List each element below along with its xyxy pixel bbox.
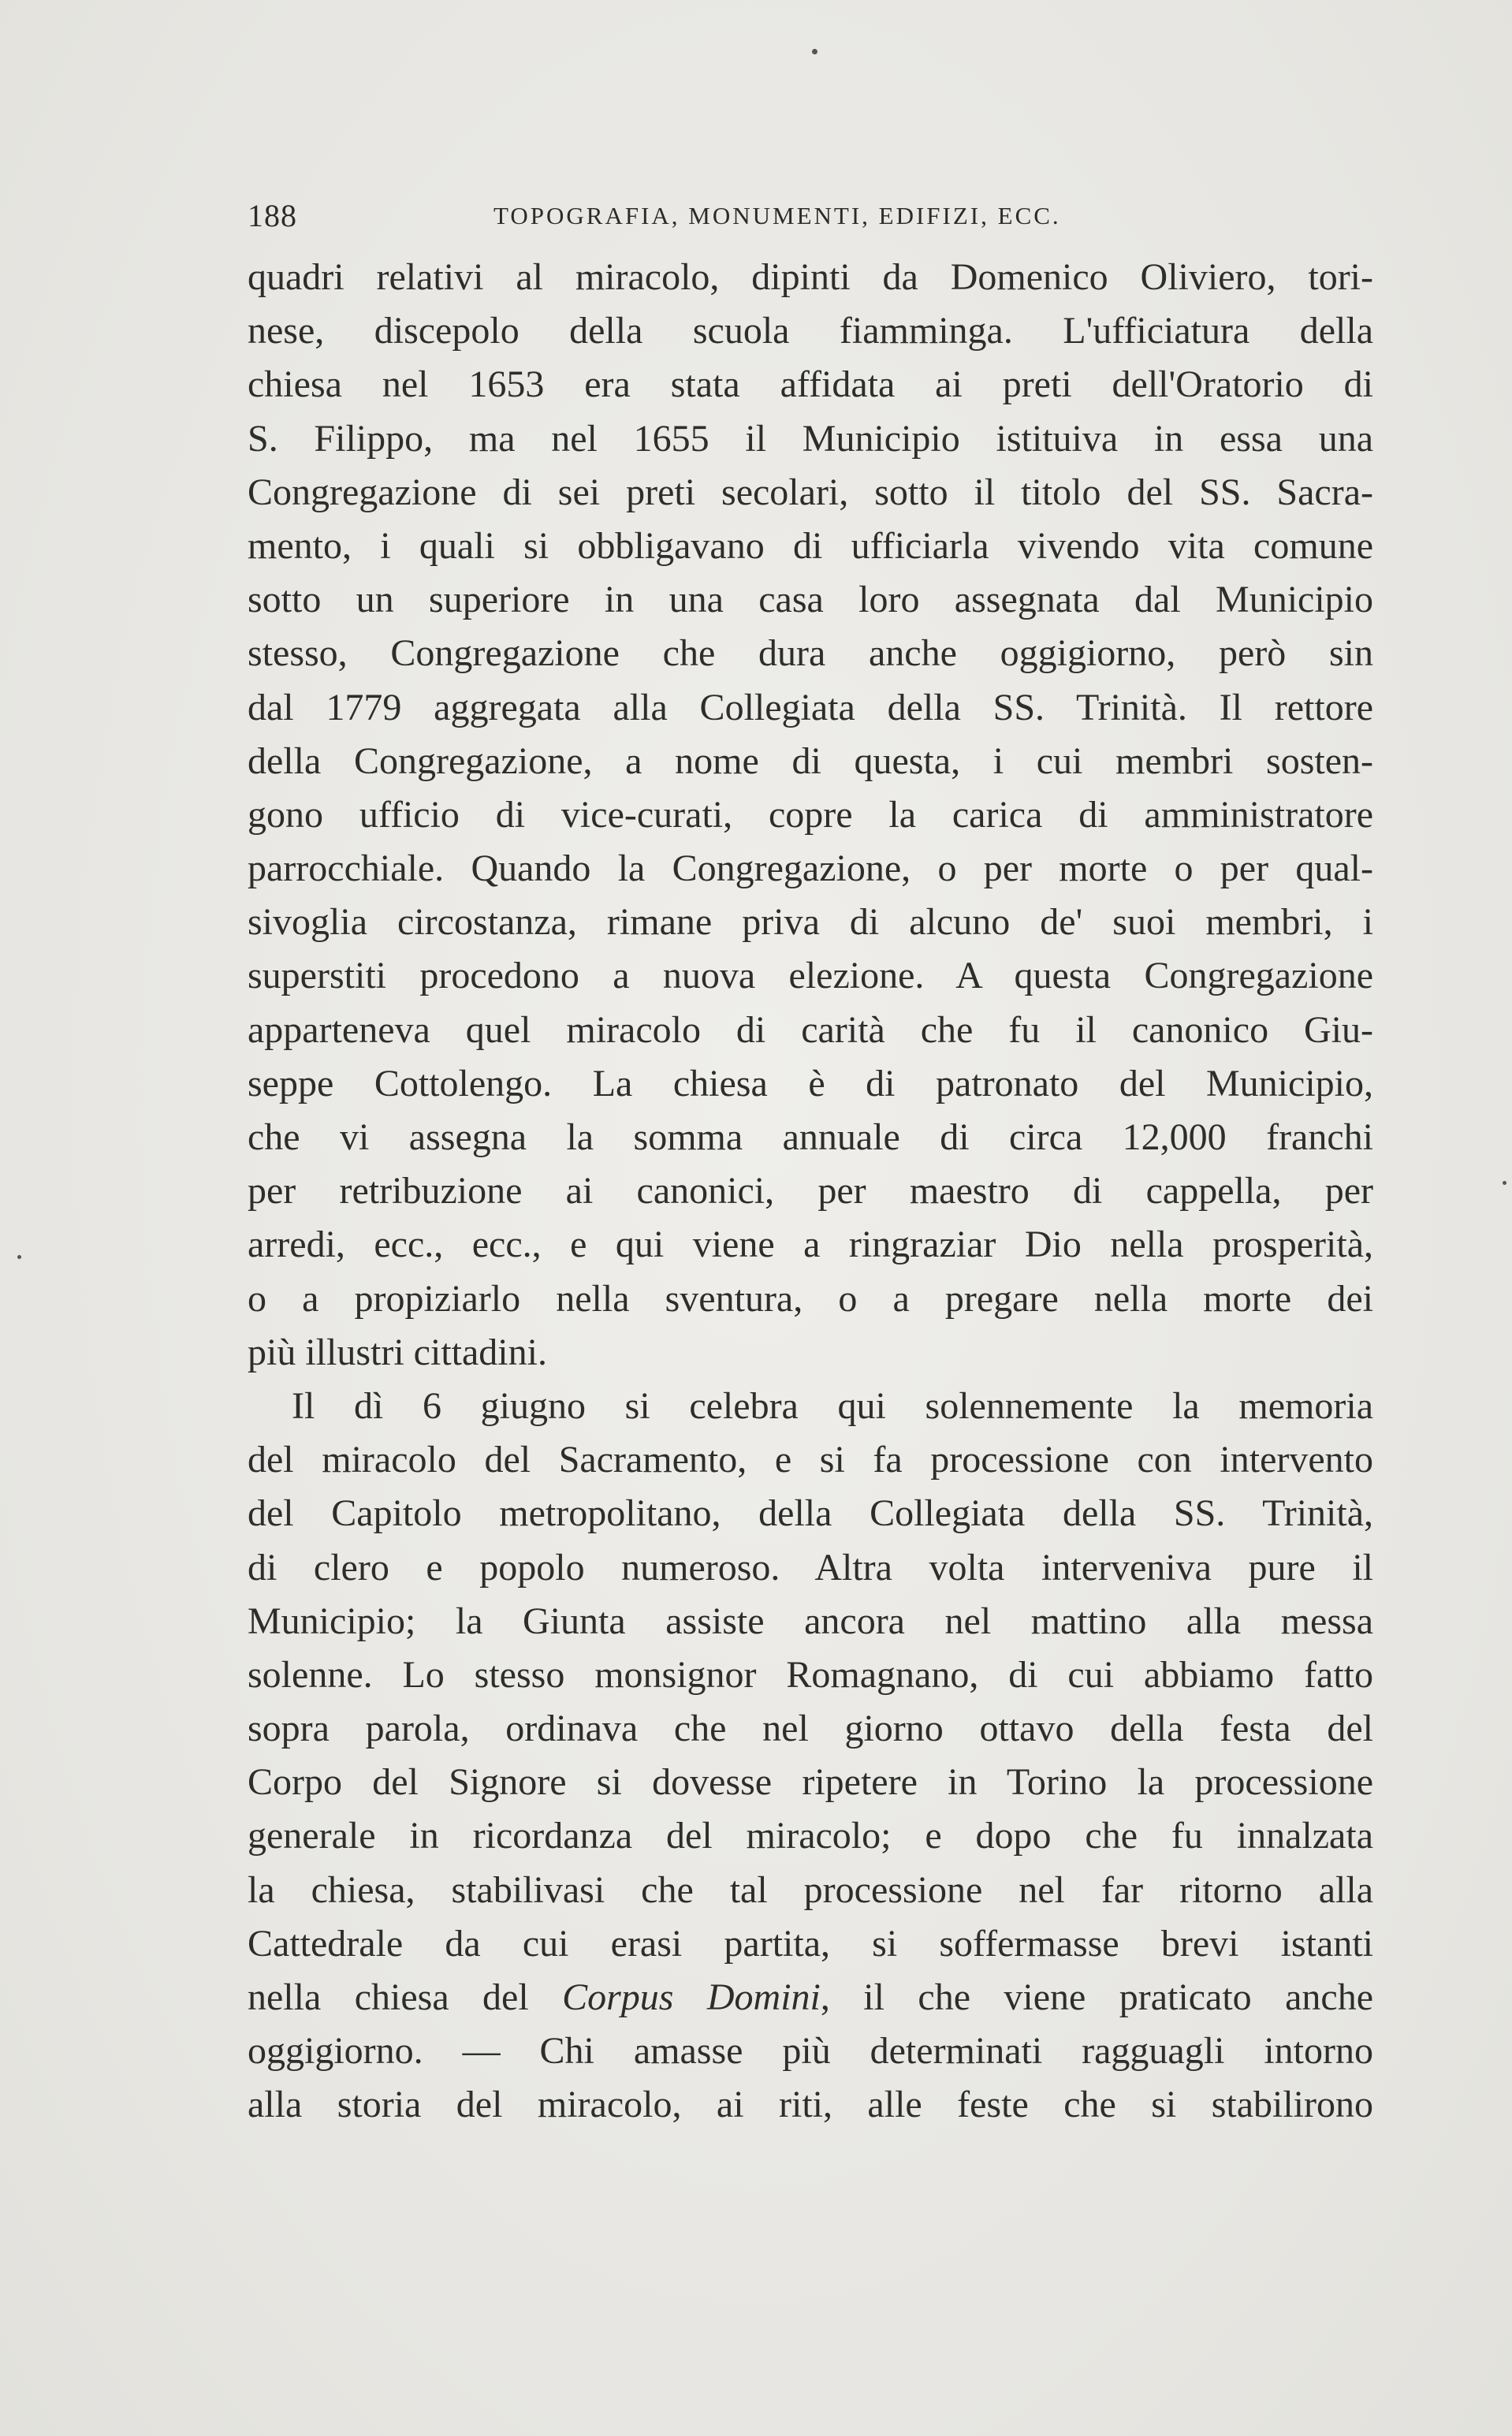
text-line: dal 1779 aggregata alla Collegiata della SS. Trinità. Il rettore bbox=[248, 686, 1373, 728]
running-head bbox=[248, 197, 1373, 237]
text-segment: nella chiesa del bbox=[248, 1976, 563, 2018]
text-line: o a propiziarlo nella sventura, o a pregare nella morte dei bbox=[248, 1277, 1373, 1320]
text-line: che vi assegna la somma annuale di circa 12,000 franchi bbox=[248, 1116, 1373, 1158]
text-line: Municipio; la Giunta assiste ancora nel mattino alla messa bbox=[248, 1600, 1373, 1642]
paper-speck bbox=[17, 1255, 21, 1259]
text-line: sotto un superiore in una casa loro assegnata dal Municipio bbox=[248, 579, 1373, 621]
text-line: gono ufficio di vice-curati, copre la carica di amministratore bbox=[248, 793, 1373, 836]
text-line: stesso, Congregazione che dura anche oggigiorno, però sin bbox=[248, 632, 1373, 675]
text-line: nese, discepolo della scuola fiamminga. L'ufficiatura della bbox=[248, 310, 1373, 352]
text-line: superstiti procedono a nuova elezione. A questa Congregazione bbox=[248, 955, 1373, 997]
text-line: oggigiorno. — Chi amasse più determinati ragguagli intorno bbox=[248, 2030, 1373, 2073]
text-line: alla storia del miracolo, ai riti, alle feste che si stabilirono bbox=[248, 2084, 1373, 2126]
text-line: Congregazione di sei preti secolari, sotto il titolo del SS. Sacra- bbox=[248, 471, 1373, 513]
running-title: TOPOGRAFIA, MONUMENTI, EDIFIZI, ECC. bbox=[493, 202, 1061, 229]
text-line: parrocchiale. Quando la Congregazione, o per morte o per qual- bbox=[248, 847, 1373, 890]
text-line: Cattedrale da cui erasi partita, si soffermasse brevi istanti bbox=[248, 1922, 1373, 1965]
text-line: arredi, ecc., ecc., e qui viene a ringraziar Dio nella prosperità, bbox=[248, 1224, 1373, 1266]
text-line: seppe Cottolengo. La chiesa è di patronato del Municipio, bbox=[248, 1062, 1373, 1104]
text-line: di clero e popolo numeroso. Altra volta interveniva pure il bbox=[248, 1546, 1373, 1589]
text-line: per retribuzione ai canonici, per maestro di cappella, per bbox=[248, 1170, 1373, 1212]
text-line-paragraph-start: Il dì 6 giugno si celebra qui solennemente la memoria bbox=[292, 1384, 1373, 1427]
paper-speck bbox=[812, 49, 817, 54]
text-line-corpus-domini bbox=[248, 1971, 1373, 2024]
text-line: chiesa nel 1653 era stata affidata ai preti dell'Oratorio di bbox=[248, 363, 1373, 406]
text-line: S. Filippo, ma nel 1655 il Municipio istituiva in essa una bbox=[248, 417, 1373, 460]
text-segment: , il che viene praticato anche bbox=[820, 1976, 1374, 2018]
text-line-paragraph-end: più illustri cittadini. bbox=[248, 1331, 547, 1373]
text-line: mento, i quali si obbligavano di ufficiarla vivendo vita comune bbox=[248, 524, 1373, 567]
text-line: solenne. Lo stesso monsignor Romagnano, di cui abbiamo fatto bbox=[248, 1653, 1373, 1696]
text-line: sopra parola, ordinava che nel giorno ottavo della festa del bbox=[248, 1708, 1373, 1750]
text-line: del miracolo del Sacramento, e si fa processione con intervento bbox=[248, 1439, 1373, 1481]
paper-speck bbox=[1503, 1181, 1506, 1185]
page-number: 188 bbox=[248, 198, 297, 233]
text-line: la chiesa, stabilivasi che tal processione nel far ritorno alla bbox=[248, 1868, 1373, 1911]
text-line: Corpo del Signore si dovesse ripetere in Torino la processione bbox=[248, 1761, 1373, 1804]
text-line: generale in ricordanza del miracolo; e dopo che fu innalzata bbox=[248, 1815, 1373, 1857]
text-line: apparteneva quel miracolo di carità che fu il canonico Giu- bbox=[248, 1008, 1373, 1051]
text-line: sivoglia circostanza, rimane priva di alcuno de' suoi membri, i bbox=[248, 901, 1373, 944]
italic-title: Corpus Domini bbox=[562, 1976, 821, 2018]
text-line: quadri relativi al miracolo, dipinti da Domenico Oliviero, tori- bbox=[248, 256, 1373, 298]
text-line: del Capitolo metropolitano, della Collegiata della SS. Trinità, bbox=[248, 1492, 1373, 1535]
body-text bbox=[248, 251, 1373, 2132]
text-line: della Congregazione, a nome di questa, i cui membri sosten- bbox=[248, 739, 1373, 782]
